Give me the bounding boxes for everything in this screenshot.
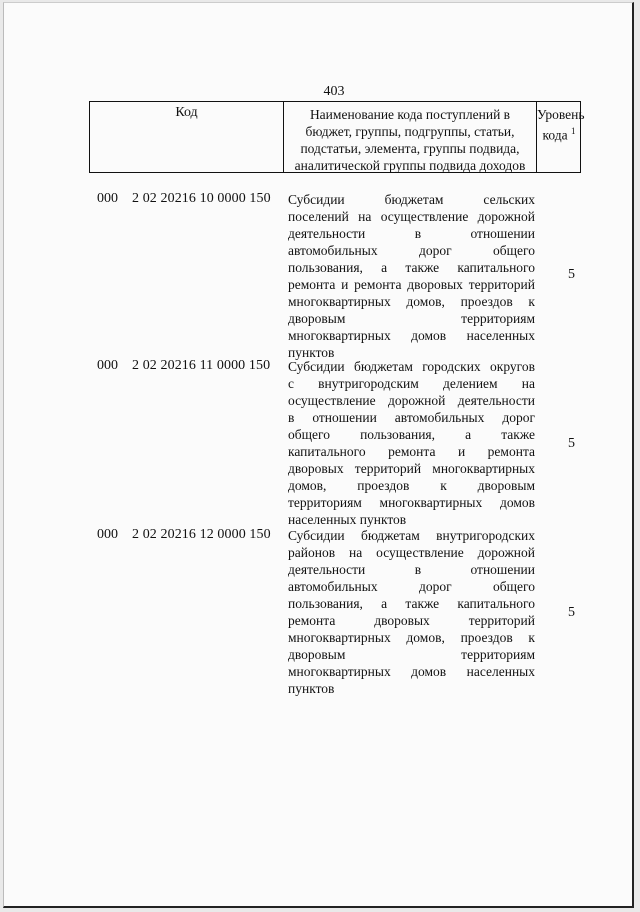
name-line: автомобильных дорог общего	[288, 579, 535, 594]
name-line: Субсидии бюджетам городских округов	[288, 359, 535, 374]
header-name-line: бюджет, группы, подгруппы, статьи,	[305, 124, 515, 139]
income-name	[288, 191, 535, 361]
name-line: в отношении автомобильных дорог	[288, 410, 535, 425]
name-line: общего пользования, а также	[288, 427, 535, 442]
name-line: домов, проездов к дворовым	[288, 478, 535, 493]
code-level: 5	[568, 436, 575, 451]
code-prefix: 000	[97, 358, 118, 373]
name-line: дворовым территориям	[288, 311, 535, 326]
header-code: Код	[90, 102, 284, 172]
income-name	[288, 527, 535, 697]
name-line: осуществление дорожной деятельности	[288, 393, 535, 408]
name-line: капитального ремонта и ремонта	[288, 444, 535, 459]
header-level-footnote: 1	[570, 126, 576, 136]
header-level-line: Уровень	[537, 107, 585, 122]
name-line: пунктов	[288, 345, 335, 360]
name-line: пользования, а также капитального	[288, 260, 535, 275]
income-code: 2 02 20216 11 0000 150	[132, 358, 271, 373]
header-level-line	[537, 123, 581, 144]
name-line: территориям многоквартирных домов	[288, 495, 535, 510]
name-line: многоквартирных домов, проездов к	[288, 294, 535, 309]
header-level	[537, 102, 585, 172]
name-line: многоквартирных домов населенных	[288, 664, 535, 679]
name-line: населенных пунктов	[288, 512, 407, 527]
name-line: многоквартирных домов, проездов к	[288, 630, 535, 645]
name-line: ремонта и ремонта дворовых территорий	[288, 277, 535, 292]
code-prefix: 000	[97, 527, 118, 542]
name-line: автомобильных дорог общего	[288, 243, 535, 258]
name-line: с внутригородским делением на	[288, 376, 535, 391]
table-header	[89, 101, 585, 173]
header-name-line: Наименование кода поступлений в	[309, 107, 511, 122]
name-line: пунктов	[288, 681, 335, 696]
name-line: поселений на осуществление дорожной	[288, 209, 535, 224]
name-line: пользования, а также капитального	[288, 596, 535, 611]
header-name	[284, 102, 537, 172]
name-line: районов на осуществление дорожной	[288, 545, 535, 560]
name-line: деятельности в отношении	[288, 226, 535, 241]
name-line: Субсидии бюджетам сельских	[288, 192, 535, 207]
name-line: Субсидии бюджетам внутригородских	[288, 528, 535, 543]
header-name-line: аналитической группы подвида доходов	[294, 158, 526, 173]
income-name	[288, 358, 535, 528]
code-level: 5	[568, 267, 575, 282]
name-line: деятельности в отношении	[288, 562, 535, 577]
document-page	[3, 2, 634, 908]
name-line: ремонта дворовых территорий	[288, 613, 535, 628]
header-level-word: кода	[542, 127, 568, 143]
name-line: многоквартирных домов населенных	[288, 328, 535, 343]
code-level: 5	[568, 605, 575, 620]
header-name-line: подстатьи, элемента, группы подвида,	[300, 141, 520, 156]
name-line: дворовых территорий многоквартирных	[288, 461, 535, 476]
code-prefix: 000	[97, 191, 118, 206]
income-code: 2 02 20216 10 0000 150	[132, 191, 271, 206]
name-line: дворовым территориям	[288, 647, 535, 662]
income-code: 2 02 20216 12 0000 150	[132, 527, 271, 542]
page-number: 403	[323, 84, 345, 99]
